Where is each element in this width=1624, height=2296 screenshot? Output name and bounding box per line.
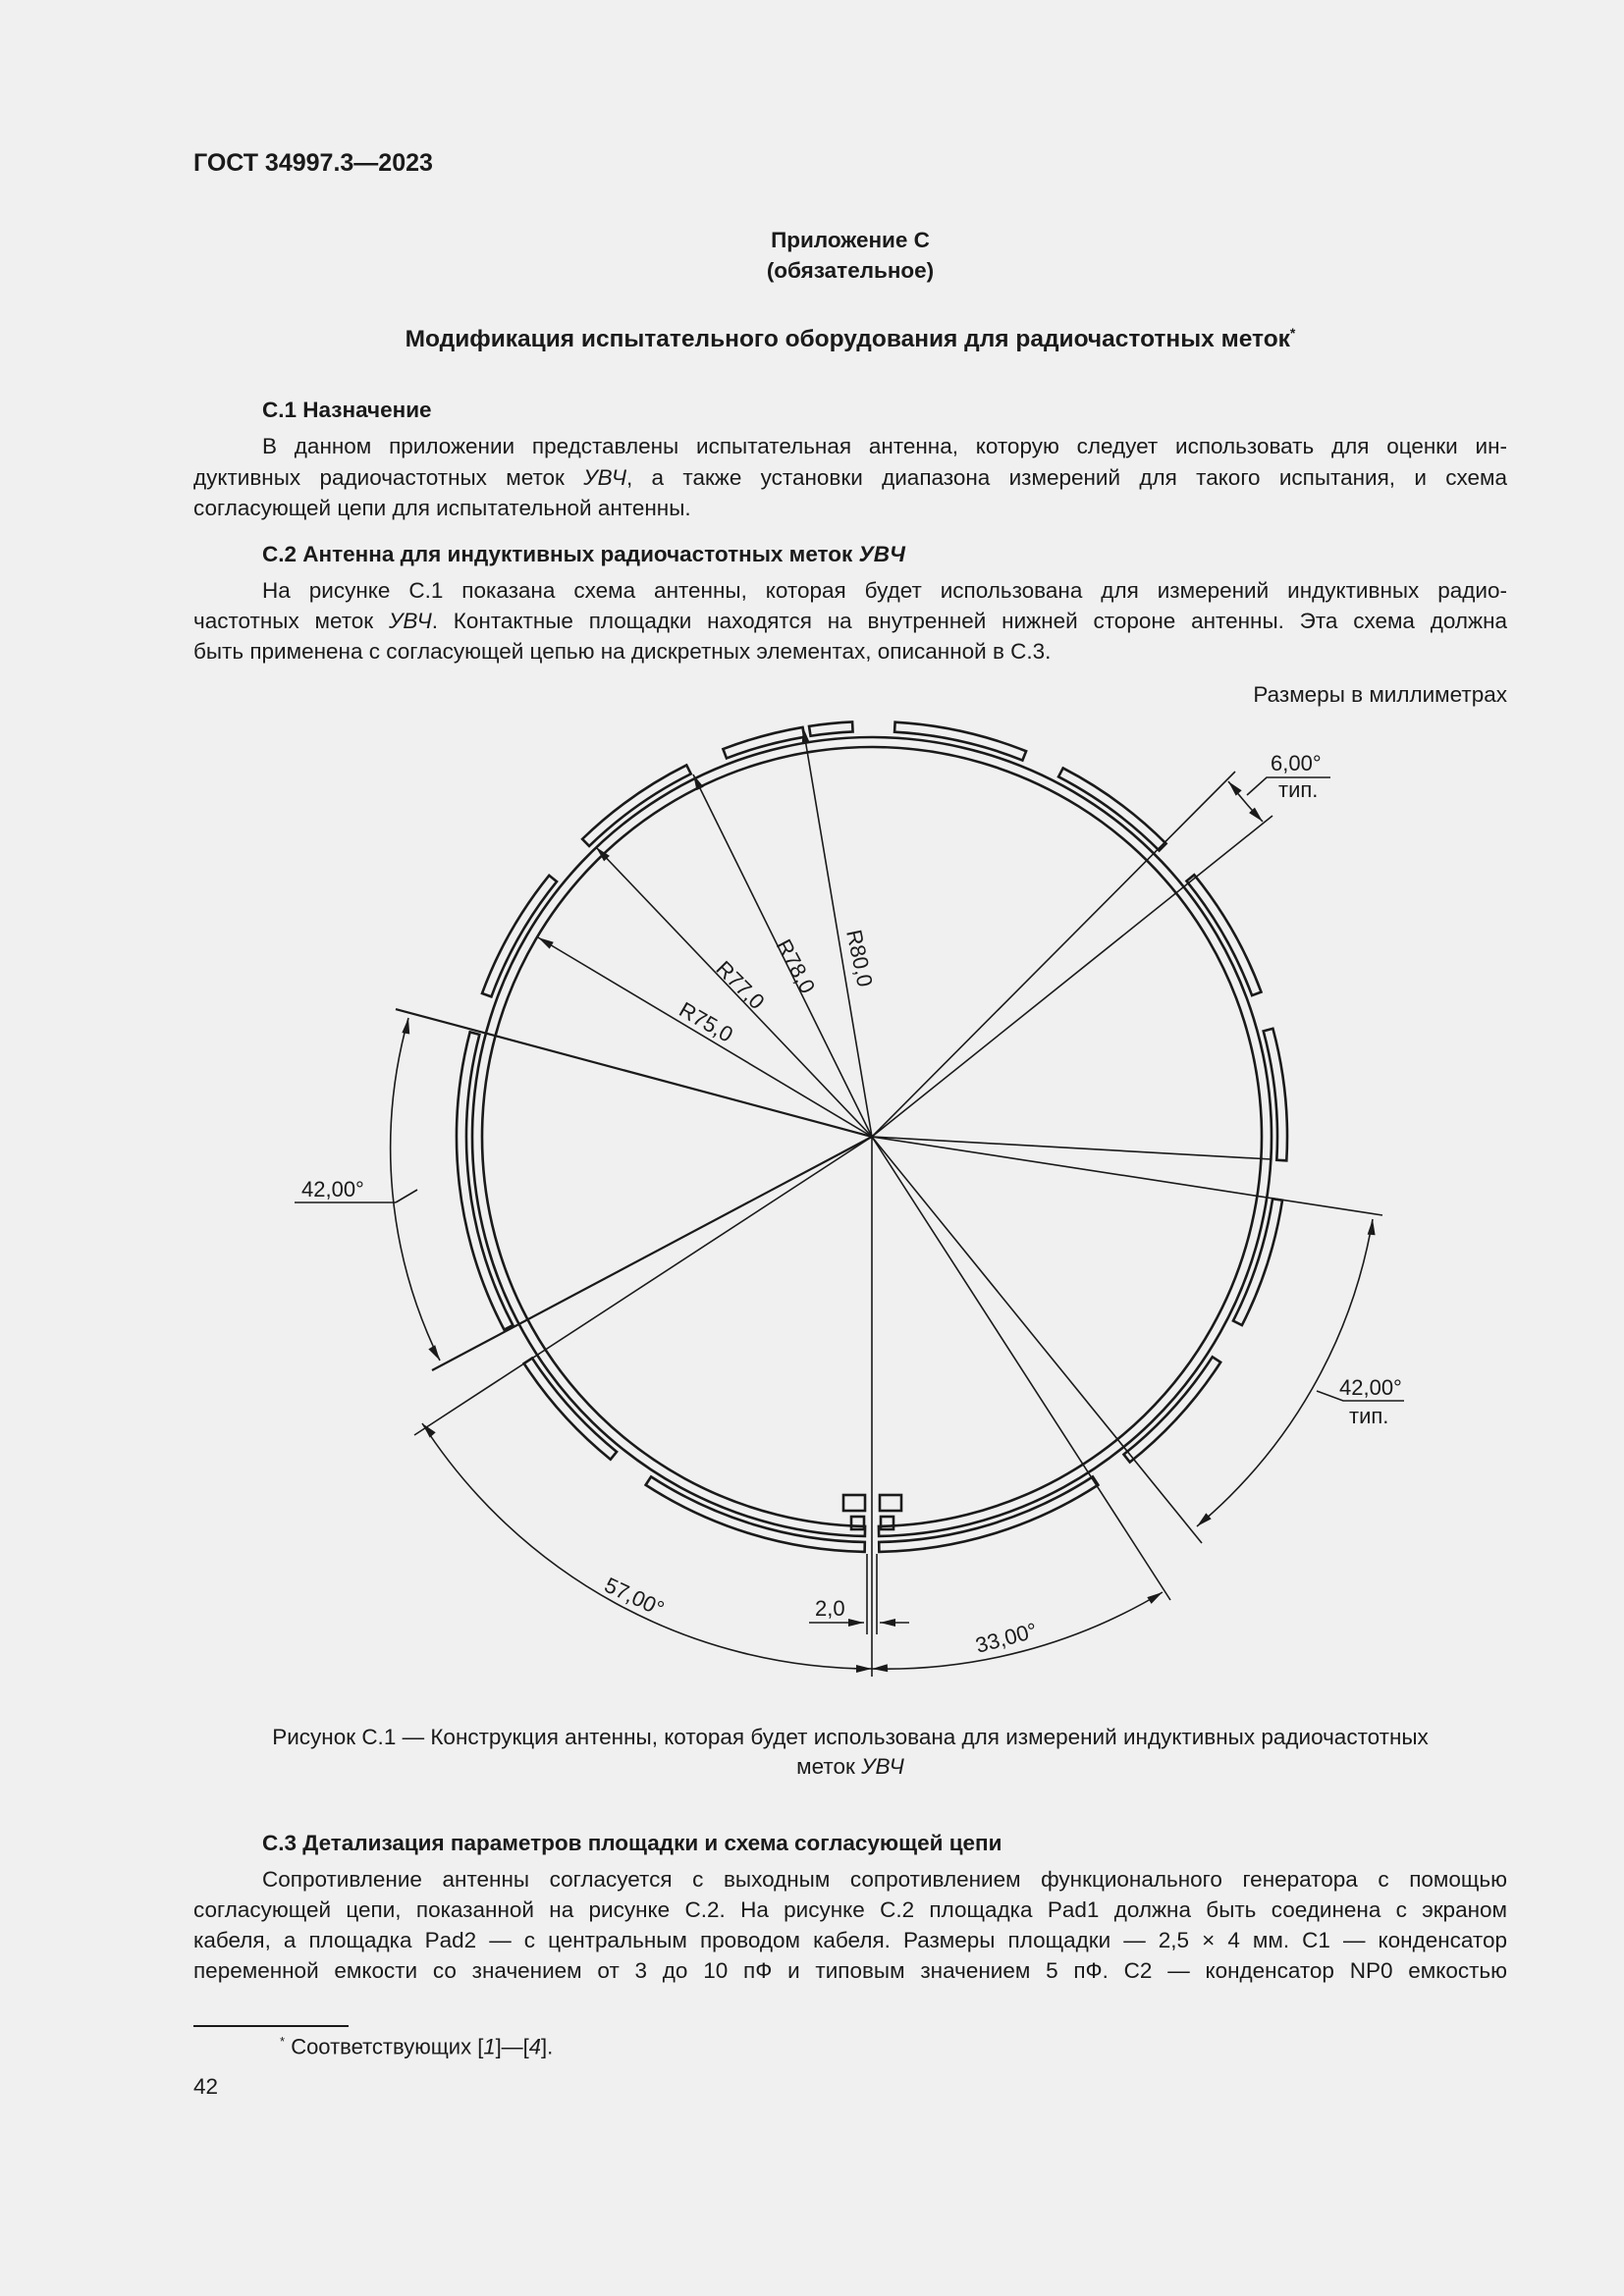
outer-tuning-segment [1264,1029,1287,1161]
c3-line: кабеля, а площадка Pad2 — с центральным проводом кабеля. Размеры площадки — 2,5 × 4 мм. С1 — конденсатор [193,1928,1507,1952]
outer-tuning-segment [582,765,691,845]
label-angle-42-right: 42,00° [1339,1375,1402,1400]
arrowhead [880,1619,895,1627]
arrowhead [428,1345,440,1361]
label-r80: R80,0 [841,927,878,989]
dimension-arc-42-left [391,1018,440,1361]
ref: 1 [483,2034,496,2059]
label-r75: R75,0 [675,996,737,1047]
footnote-mark: * [280,2034,286,2049]
arrowhead [872,1664,888,1672]
outer-tuning-segment [1187,875,1262,995]
c3-line: переменной емкости со значением от 3 до 10 пФ и типовым значением 5 пФ. С2 — конденсатор NP0 емкостью [193,1958,1507,1983]
text: ]. [541,2034,554,2059]
text: меток [796,1754,862,1779]
outer-tuning-segment [723,727,804,759]
outer-tuning-segment [879,1476,1098,1552]
extension-line [432,1137,872,1370]
radius-line-r75 [538,934,872,1137]
main-title-text: Модификация испытательного оборудования для радиочастотных меток [405,326,1290,353]
extension-line [872,1137,1272,1159]
leader-line [396,1190,417,1202]
label-angle-6: 6,00° [1271,751,1322,775]
outer-tuning-segment [1124,1357,1221,1462]
text: С.2 Антенна для индуктивных радиочастотных меток [262,542,859,566]
extension-line [872,1137,1382,1215]
footnote [280,2034,553,2059]
arrowhead [538,937,554,949]
page-number: 42 [193,2074,219,2099]
text: . Контактные площадки находятся на внутренней нижней стороне антенны. Эта схема должна [431,609,1508,633]
arrowhead [1147,1592,1163,1604]
uhf-term: УВЧ [388,609,432,633]
figure-caption-line: Рисунок С.1 — Конструкция антенны, которая будет использована для измерений индуктивных радиочастотных [272,1725,1429,1749]
uhf-term: УВЧ [858,542,905,566]
extension-line [872,816,1272,1137]
extension-line [872,1137,1170,1600]
footnote-mark: * [1289,325,1296,341]
ref: 4 [528,2034,542,2059]
outer-tuning-segment [809,721,853,735]
appendix-status: (обязательное) [766,258,935,283]
appendix-title: Приложение С [771,228,930,252]
uhf-term: УВЧ [583,465,626,490]
label-r77: R77,0 [711,955,770,1015]
c1-line: В данном приложении представлены испытательная антенна, которую следует использовать для оценки ин- [262,434,1507,458]
figure-caption-line [193,1752,1507,1782]
outer-tuning-segment [894,722,1026,761]
c2-line: На рисунке С.1 показана схема антенны, которая будет использована для измерений индуктивных радио- [262,578,1507,603]
arrowhead [402,1018,409,1034]
text: частотных меток [193,609,389,633]
units-note: Размеры в миллиметрах [1253,682,1507,707]
document-code: ГОСТ 34997.3—2023 [193,149,433,177]
dimension-arc-42-right [1197,1219,1373,1526]
c3-line: Сопротивление антенны согласуется с выходным сопротивлением функционального генератора с помощью [262,1867,1507,1892]
c2-line: быть применена с согласующей цепью на дискретных элементах, описанной в С.3. [193,639,1052,664]
label-gap-2: 2,0 [815,1596,845,1621]
section-c1-heading: С.1 Назначение [262,398,432,422]
outer-tuning-segment [1058,768,1166,850]
pad1 [843,1495,865,1511]
arrowhead [1368,1219,1376,1235]
arrowhead [848,1619,864,1627]
text: дуктивных радиочастотных меток [193,465,584,490]
label-typ-42: тип. [1349,1404,1389,1428]
arrowhead [1228,781,1242,796]
c3-line: согласующей цепи, показанной на рисунке С.2. На рисунке С.2 площадка Pad1 должна быть соединена с экраном [193,1897,1507,1922]
extension-line [872,1137,1202,1543]
label-r78: R78,0 [771,934,821,998]
outer-tuning-segment [646,1476,865,1552]
label-angle-33: 33,00° [972,1618,1040,1658]
c1-line: согласующей цепи для испытательной антенны. [193,496,691,520]
section-c3-heading: С.3 Детализация параметров площадки и схема согласующей цепи [262,1831,1002,1855]
pad2 [880,1495,901,1511]
footnote-divider [193,2025,349,2027]
uhf-term: УВЧ [861,1754,904,1779]
label-typ-6: тип. [1278,777,1319,802]
text: , а также установки диапазона измерений для такого испытания, и схема [625,465,1507,490]
label-angle-42-left: 42,00° [301,1177,364,1201]
outer-tuning-segment [524,1359,617,1460]
text: Соответствующих [ [291,2034,484,2059]
extension-line [872,772,1235,1137]
label-angle-57: 57,00° [600,1572,669,1622]
arrowhead [856,1665,872,1673]
outer-tuning-segment [482,876,557,997]
text: ]—[ [495,2034,529,2059]
